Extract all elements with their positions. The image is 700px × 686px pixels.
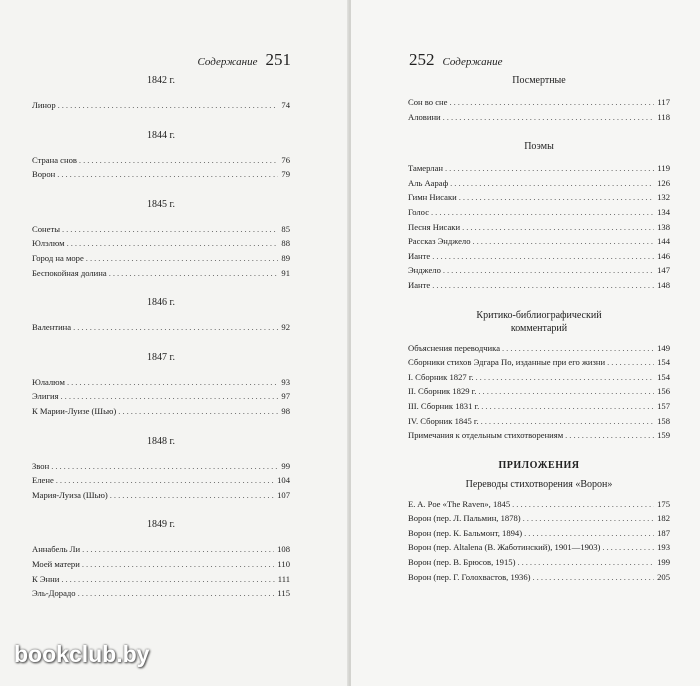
year-heading: 1845 г. [147,198,175,210]
toc-entry: Песня Нисаки ..... 138 [408,220,670,235]
toc-group-1845 [32,198,290,280]
section-heading: ПРИЛОЖЕНИЯ [498,459,580,471]
toc-entry: Страна снов ..... 76 [32,153,290,168]
toc-entry: Объяснения переводчика ..... 149 [408,341,670,356]
toc-entry: Сонеты ..... 85 [32,222,290,237]
section-heading-line: комментарий [510,322,568,334]
toc-entry: Елене ..... 104 [32,473,290,488]
left-page [0,0,349,686]
toc-entry: К Энни ..... 111 [32,572,290,587]
toc-entry: Моей матери ..... 110 [32,557,290,572]
toc-entry: Аль Аараф ..... 126 [408,176,670,191]
toc-entry: III. Сборник 1831 г. ..... 157 [408,399,670,414]
section-subheading: Переводы стихотворения «Ворон» [465,478,613,490]
toc-section-commentary [408,309,670,443]
toc-entry: Звон ..... 99 [32,459,290,474]
section-heading-line: Критико-библиографический [476,309,602,321]
toc-entry: Тамерлан ..... 119 [408,161,670,176]
toc-entry: Юлалюм ..... 93 [32,375,290,390]
toc-entry: Рассказ Энджело ..... 144 [408,234,670,249]
year-heading: 1848 г. [147,435,175,447]
toc-entry: E. A. Poe «The Raven», 1845 ..... 175 [408,497,670,512]
toc-group-1847 [32,351,290,419]
toc-entry: Эль-Дорадо ..... 115 [32,586,290,601]
toc-entry: Аловини ..... 118 [408,110,670,125]
toc-entry: Ворон (пер. К. Бальмонт, 1894) ..... 187 [408,526,670,541]
right-toc [408,74,670,600]
toc-group-1848 [32,435,290,503]
toc-entry: Сборники стихов Эдгара По, изданные при его жизни ..... 154 [408,355,670,370]
toc-entry: Ианте ..... 146 [408,249,670,264]
watermark: bookclub.by [14,641,150,667]
section-heading: Поэмы [524,141,554,153]
toc-entry: IV. Сборник 1845 г. ..... 158 [408,414,670,429]
toc-section-poems [408,140,670,292]
toc-group-1842 [32,74,290,113]
section-heading: Посмертные [512,75,566,86]
toc-entry: Линор ..... 74 [32,98,290,113]
toc-entry: Элигия ..... 97 [32,389,290,404]
toc-section-appendices [408,459,670,585]
left-toc [32,74,290,617]
year-heading: 1849 г. [147,519,175,531]
toc-entry: Ворон (пер. Л. Пальмин, 1878) ..... 182 [408,511,670,526]
toc-entry: Юлэлюм ..... 88 [32,236,290,251]
section-heading [408,309,670,335]
year-heading: 1847 г. [147,351,175,363]
toc-group-1844 [32,129,290,182]
toc-entry: Сон во сне ..... 117 [408,95,670,110]
toc-entry: Аннабель Ли ..... 108 [32,542,290,557]
toc-entry: Голос ..... 134 [408,205,670,220]
toc-entry: I. Сборник 1827 г. ..... 154 [408,370,670,385]
page-number: 251 [265,50,291,69]
toc-entry: II. Сборник 1829 г. ..... 156 [408,384,670,399]
toc-entry: Ианте ..... 148 [408,278,670,293]
toc-entry: Ворон (пер. Г. Голохвастов, 1936) ..... 205 [408,570,670,585]
toc-entry: Гимн Нисаки ..... 132 [408,190,670,205]
toc-entry: Город на море ..... 89 [32,251,290,266]
year-heading: 1846 г. [147,297,175,309]
toc-entry: Энджело ..... 147 [408,263,670,278]
toc-entry: Беспокойная долина ..... 91 [32,266,290,281]
running-title: Содержание [442,56,503,68]
toc-entry: Мария-Луиза (Шью) ..... 107 [32,488,290,503]
toc-section-posthumous [408,74,670,124]
left-page-header [197,50,291,70]
toc-entry: К Марии-Луизе (Шью) ..... 98 [32,404,290,419]
page-number: 252 [409,50,435,69]
running-title: Содержание [197,56,258,68]
year-heading: 1844 г. [147,129,175,141]
year-heading: 1842 г. [147,75,175,86]
right-page-header [409,50,503,70]
toc-group-1846 [32,296,290,335]
toc-entry: Ворон (пер. В. Брюсов, 1915) ..... 199 [408,555,670,570]
toc-entry: Ворон ..... 79 [32,167,290,182]
toc-entry: Примечания к отдельным стихотворениям ..... 159 [408,428,670,443]
toc-entry: Ворон (пер. Altalena (В. Жаботинский), 1901—1903) ..... 193 [408,540,670,555]
toc-group-1849 [32,518,290,600]
toc-entry: Валентина ..... 92 [32,320,290,335]
